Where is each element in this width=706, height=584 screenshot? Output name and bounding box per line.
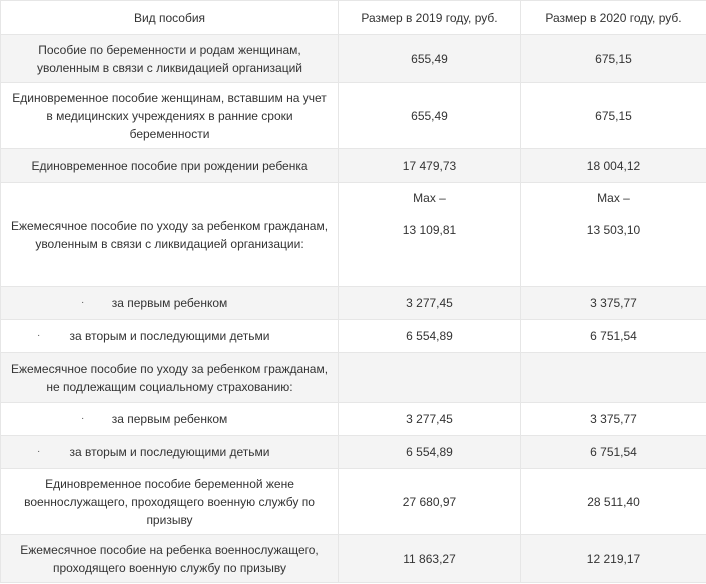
- table-row: [1, 535, 706, 583]
- benefit-name-line: Единовременное пособие беременной жене: [45, 476, 294, 491]
- benefit-name-line: беременности: [129, 126, 210, 141]
- table-row: [1, 353, 706, 403]
- benefit-name-line: проходящего военную службу по призыву: [52, 560, 287, 575]
- value-2019: 3 277,45: [339, 287, 521, 320]
- benefit-name-cell: [1, 149, 339, 183]
- benefit-name-line: за первым ребенком: [111, 412, 228, 426]
- value-2020: [521, 353, 706, 403]
- table-row: [1, 183, 706, 287]
- bullet-icon: ·: [37, 446, 41, 457]
- benefit-name-cell: [1, 183, 339, 287]
- value-2020: 3 375,77: [521, 287, 706, 320]
- header-size-2020: Размер в 2020 году, руб.: [521, 1, 706, 35]
- value-2020: 3 375,77: [521, 403, 706, 436]
- benefit-name-line: уволенным в связи с ликвидацией организаций: [36, 60, 303, 75]
- benefit-name-line: уволенным в связи с ликвидацией организации:: [35, 236, 304, 251]
- value-2020: 675,15: [521, 35, 706, 83]
- value-2019-cell: [339, 183, 521, 287]
- value-2019: 13 109,81: [402, 223, 457, 237]
- benefit-name-cell: [1, 35, 339, 83]
- benefit-name-cell: [1, 469, 339, 535]
- bullet-icon: ·: [81, 297, 85, 308]
- bullet-icon: ·: [81, 413, 85, 424]
- value-2020: 6 751,54: [521, 320, 706, 353]
- benefit-name-line: военнослужащего, проходящего военную службу по: [24, 494, 315, 509]
- value-2020-prefix: Max –: [597, 191, 630, 205]
- value-2020-cell: [521, 183, 706, 287]
- benefit-name-line: Единовременное пособие женщинам, вставшим на учет: [12, 90, 327, 105]
- value-2020: 6 751,54: [521, 436, 706, 469]
- bullet-icon: ·: [37, 330, 41, 341]
- value-2019-prefix: Max –: [413, 191, 446, 205]
- table-row: [1, 149, 706, 183]
- value-2019: 6 554,89: [339, 436, 521, 469]
- benefit-name-line: Ежемесячное пособие по уходу за ребенком гражданам,: [10, 361, 329, 376]
- benefit-name-cell: [1, 353, 339, 403]
- benefit-name-line: за вторым и последующими детьми: [69, 329, 270, 343]
- header-size-2019: Размер в 2019 году, руб.: [339, 1, 521, 35]
- benefit-name-cell: [1, 83, 339, 149]
- value-2019: [339, 353, 521, 403]
- table-header-row: [1, 1, 706, 35]
- value-2020: 12 219,17: [521, 535, 706, 583]
- benefit-name-line: Единовременное пособие при рождении ребенка: [31, 158, 308, 173]
- benefit-name-line: за первым ребенком: [111, 296, 228, 310]
- benefit-name-cell: [1, 403, 339, 436]
- value-2019: 27 680,97: [339, 469, 521, 535]
- table-row: [1, 320, 706, 353]
- value-2020: 675,15: [521, 83, 706, 149]
- benefit-name-line: за вторым и последующими детьми: [69, 445, 270, 459]
- table-row: [1, 287, 706, 320]
- benefit-name-line: призыву: [146, 512, 193, 527]
- value-2019: 11 863,27: [339, 535, 521, 583]
- benefit-name-cell: [1, 436, 339, 469]
- benefit-name-line: Пособие по беременности и родам женщинам,: [38, 42, 301, 57]
- value-2019: 655,49: [339, 83, 521, 149]
- benefit-name-line: не подлежащим социальному страхованию:: [46, 379, 293, 394]
- benefit-name-line: Ежемесячное пособие по уходу за ребенком гражданам,: [10, 218, 329, 233]
- benefit-name-cell: [1, 320, 339, 353]
- value-2020: 18 004,12: [521, 149, 706, 183]
- benefit-name-line: в медицинских учреждениях в ранние сроки: [46, 108, 293, 123]
- benefit-name-line: Ежемесячное пособие на ребенка военнослужащего,: [20, 542, 319, 557]
- table-row: [1, 469, 706, 535]
- value-2019: 6 554,89: [339, 320, 521, 353]
- value-2019: 655,49: [339, 35, 521, 83]
- table-row: [1, 403, 706, 436]
- table-row: [1, 436, 706, 469]
- value-2020: 28 511,40: [521, 469, 706, 535]
- table-row: [1, 35, 706, 83]
- header-benefit-type: Вид пособия: [1, 1, 339, 35]
- value-2020: 13 503,10: [586, 223, 641, 237]
- table-row: [1, 83, 706, 149]
- benefit-name-cell: [1, 535, 339, 583]
- benefit-name-cell: [1, 287, 339, 320]
- value-2019: 17 479,73: [339, 149, 521, 183]
- value-2019: 3 277,45: [339, 403, 521, 436]
